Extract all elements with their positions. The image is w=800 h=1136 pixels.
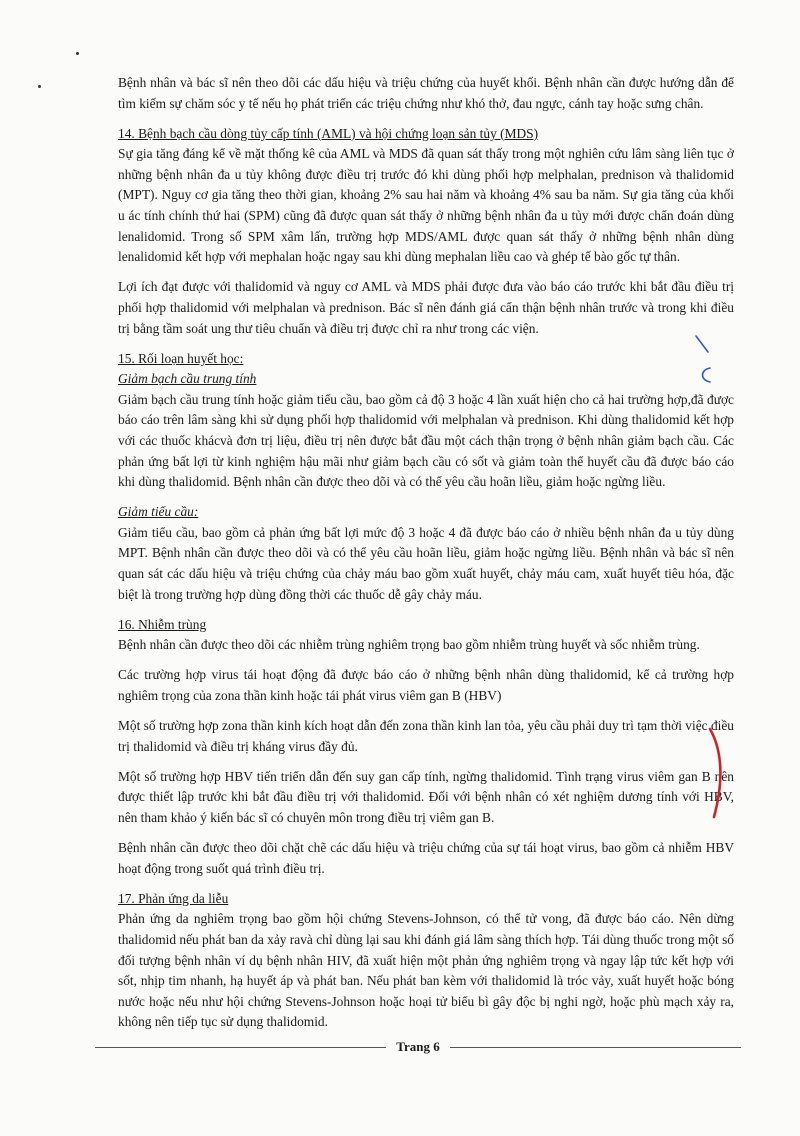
blue-pen-mark	[690, 330, 730, 390]
document-body	[118, 73, 734, 1042]
paragraph: Bệnh nhân cần được theo dõi các nhiễm trùng nghiêm trọng bao gồm nhiễm trùng huyết và sốc nhiễm trùng.	[118, 637, 700, 653]
red-pen-mark	[700, 725, 730, 825]
footer-rule-right	[450, 1047, 741, 1048]
paragraph: Các trường hợp virus tái hoạt động đã được báo cáo ở những bệnh nhân dùng thalidomid, kể cả trường hợp nghiêm trọng của zona thần kinh hoặc tái phát virus viêm gan B (HBV)	[118, 667, 734, 704]
footer-rule-left	[95, 1047, 386, 1048]
paragraph: Giảm tiểu cầu, bao gồm cả phản ứng bất lợi mức độ 3 hoặc 4 đã được báo cáo ở nhiều bệnh nhân đa u tủy dùng MPT. Bệnh nhân cần được theo dõi và có thể yêu cầu hoãn liều, giảm hoặc ngừng liều. Bệnh nhân và bác sĩ nên quan sát các dấu hiệu và triệu chứng của chảy máu bao gồm xuất huyết, chảy máu cam, xuất huyết tiêu hóa, đặc biệt là trong trường hợp dùng đồng thời các thuốc dễ gây chảy máu.	[118, 524, 734, 602]
scan-speck	[38, 85, 41, 88]
paragraph: Một số trường hợp zona thần kinh kích hoạt dẫn đến zona thần kinh lan tỏa, yêu cầu phải duy trì tạm thời việc điều trị thalidomid và điều trị kháng virus đầy đủ.	[118, 718, 734, 754]
paragraph: Lợi ích đạt được với thalidomid và nguy cơ AML và MDS phải được đưa vào báo cáo trước khi bắt đầu điều trị phối hợp thalidomid với melphalan và prednison. Bác sĩ nên đánh giá cẩn thận bệnh nhân trước và trong khi điều trị bằng tầm soát ung thư tiêu chuẩn và điều trị được chỉ ra như trong các viện.	[118, 279, 734, 336]
paragraph: Sự gia tăng đáng kể về mặt thống kê của AML và MDS đã quan sát thấy trong một nghiên cứu lâm sàng liên tục ở những bệnh nhân đa u tủy không được điều trị trước đó khi dùng phối hợp melphalan, prednison và thalidomid (MPT). Nguy cơ gia tăng theo thời gian, khoảng 2% sau hai năm và khoảng 4% sau ba năm. Sự gia tăng của khối u ác tính chính thứ hai (SPM) cũng đã được quan sát thấy ở những bệnh nhân đa u tủy mới được chẩn đoán dùng lenalidomid. Trong số SPM xâm lấn, trường hợp MDS/AML được quan sát thấy ở những bệnh nhân dùng lenalidomid kết hợp với mephalan hoặc ngay sau khi dùng mephalan liều cao và ghép tế bào gốc tự thân.	[118, 146, 734, 265]
paragraph: Bệnh nhân cần được theo dõi chặt chẽ các dấu hiệu và triệu chứng của sự tái hoạt virus, bao gồm cả nhiễm HBV hoạt động trong suốt quá trình điều trị.	[118, 840, 734, 876]
paragraph: Một số trường hợp HBV tiến triển dẫn đến suy gan cấp tính, ngừng thalidomid. Tình trạng virus viêm gan B nên được thiết lập trước khi bắt đầu điều trị với thalidomid. Đối với bệnh nhân có xét nghiệm dương tính với HBV, nên tham khảo ý kiến bác sĩ có chuyên môn trong điều trị viêm gan B.	[118, 768, 734, 825]
section-heading-15: 15. Rối loạn huyết học:	[118, 350, 244, 366]
paragraph: Phản ứng da nghiêm trọng bao gồm hội chứng Stevens-Johnson, có thể tử vong, đã được báo cáo. Nên dừng thalidomid nếu phát ban da xảy ravà chỉ dùng lại sau khi đánh giá lâm sàng thích hợp. Tái dùng thuốc trong một số đối tượng bệnh nhân ví dụ bệnh nhân HIV, đã xuất hiện một phản ứng nghiêm trọng và ngay lập tức kết hợp với sốt, nhịp tim nhanh, hạ huyết áp và phát ban. Nếu phát ban kèm với thalidomid là tróc vảy, xuất huyết hoặc bóng nước hoặc nếu như hội chứng Stevens-Johnson hoặc hoại tử biểu bì gây độc bị nghi ngờ, hoặc phù mạch xảy ra, không nên tiếp tục sử dụng thalidomid.	[118, 911, 734, 1030]
paragraph: Giảm bạch cầu trung tính hoặc giảm tiểu cầu, bao gồm cả độ 3 hoặc 4 lần xuất hiện cho cả hai trường hợp,đã được báo cáo trên lâm sàng khi sử dụng phối hợp thalidomid với melphalan và prednison. Khi dùng thalidomid kết hợp với các thuốc khácvà đơn trị liệu, điều trị nên được bắt đầu một cách thận trọng ở bệnh nhân giảm bạch cầu. Các phản ứng bất lợi từ kinh nghiệm hậu mãi như giảm bạch cầu có sốt và giảm toàn thể huyết cầu đã được báo cáo khi dùng thalidomid. Bệnh nhân cần được theo dõi và có thể yêu cầu hoãn liều, giảm hoặc ngừng liều.	[118, 391, 734, 490]
section-heading-14: 14. Bệnh bạch cầu dòng tủy cấp tính (AML) và hội chứng loạn sản tủy (MDS)	[118, 125, 539, 141]
section-heading-16: 16. Nhiễm trùng	[118, 616, 207, 632]
page-number: Trang 6	[396, 1039, 440, 1054]
scan-speck	[76, 52, 79, 55]
paragraph: Bệnh nhân và bác sĩ nên theo dõi các dấu hiệu và triệu chứng của huyết khối. Bệnh nhân cần được hướng dẫn để tìm kiếm sự chăm sóc y tế nếu họ phát triển các triệu chứng như khó thở, đau ngực, cánh tay hoặc sưng chân.	[118, 75, 734, 111]
page-footer	[95, 1037, 741, 1057]
section-heading-17: 17. Phản ứng da liễu	[118, 890, 229, 906]
subheading-neutropenia: Giảm bạch cầu trung tính	[118, 371, 257, 387]
subheading-thrombocytopenia: Giảm tiểu cầu:	[118, 504, 199, 520]
